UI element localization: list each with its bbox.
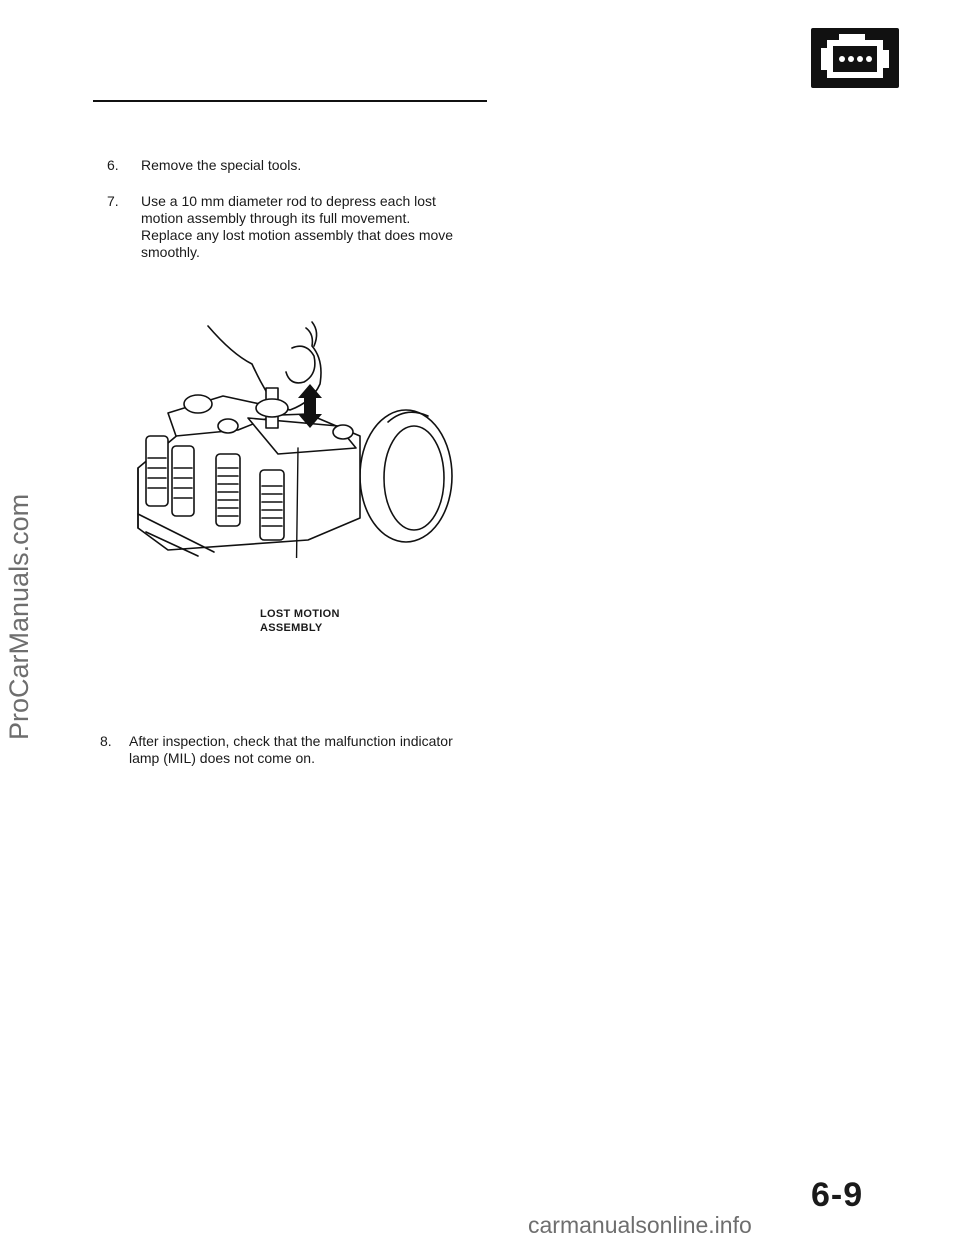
callout-line: ASSEMBLY xyxy=(260,622,323,634)
header-rule xyxy=(93,100,487,102)
callout-label xyxy=(260,607,340,635)
step-text: Use a 10 mm diameter rod to depress each lost motion assembly through its full movement. xyxy=(141,193,436,226)
engine-section-icon xyxy=(811,28,899,88)
bottom-watermark: carmanualsonline.info xyxy=(528,1212,752,1238)
page-number: 6-9 xyxy=(811,1176,864,1214)
step-number: 6. xyxy=(107,157,119,173)
step-number: 7. xyxy=(107,193,119,209)
side-watermark: ProCarManuals.com xyxy=(4,493,34,740)
lost-motion-illustration xyxy=(128,318,458,558)
step-text: Replace any lost motion assembly that does move smoothly. xyxy=(141,227,454,260)
callout-line: LOST MOTION xyxy=(260,608,340,620)
step-text: After inspection, check that the malfunction indicator lamp (MIL) does not come on. xyxy=(129,733,453,766)
step-number: 8. xyxy=(100,733,112,749)
step-text: Remove the special tools. xyxy=(141,157,302,173)
